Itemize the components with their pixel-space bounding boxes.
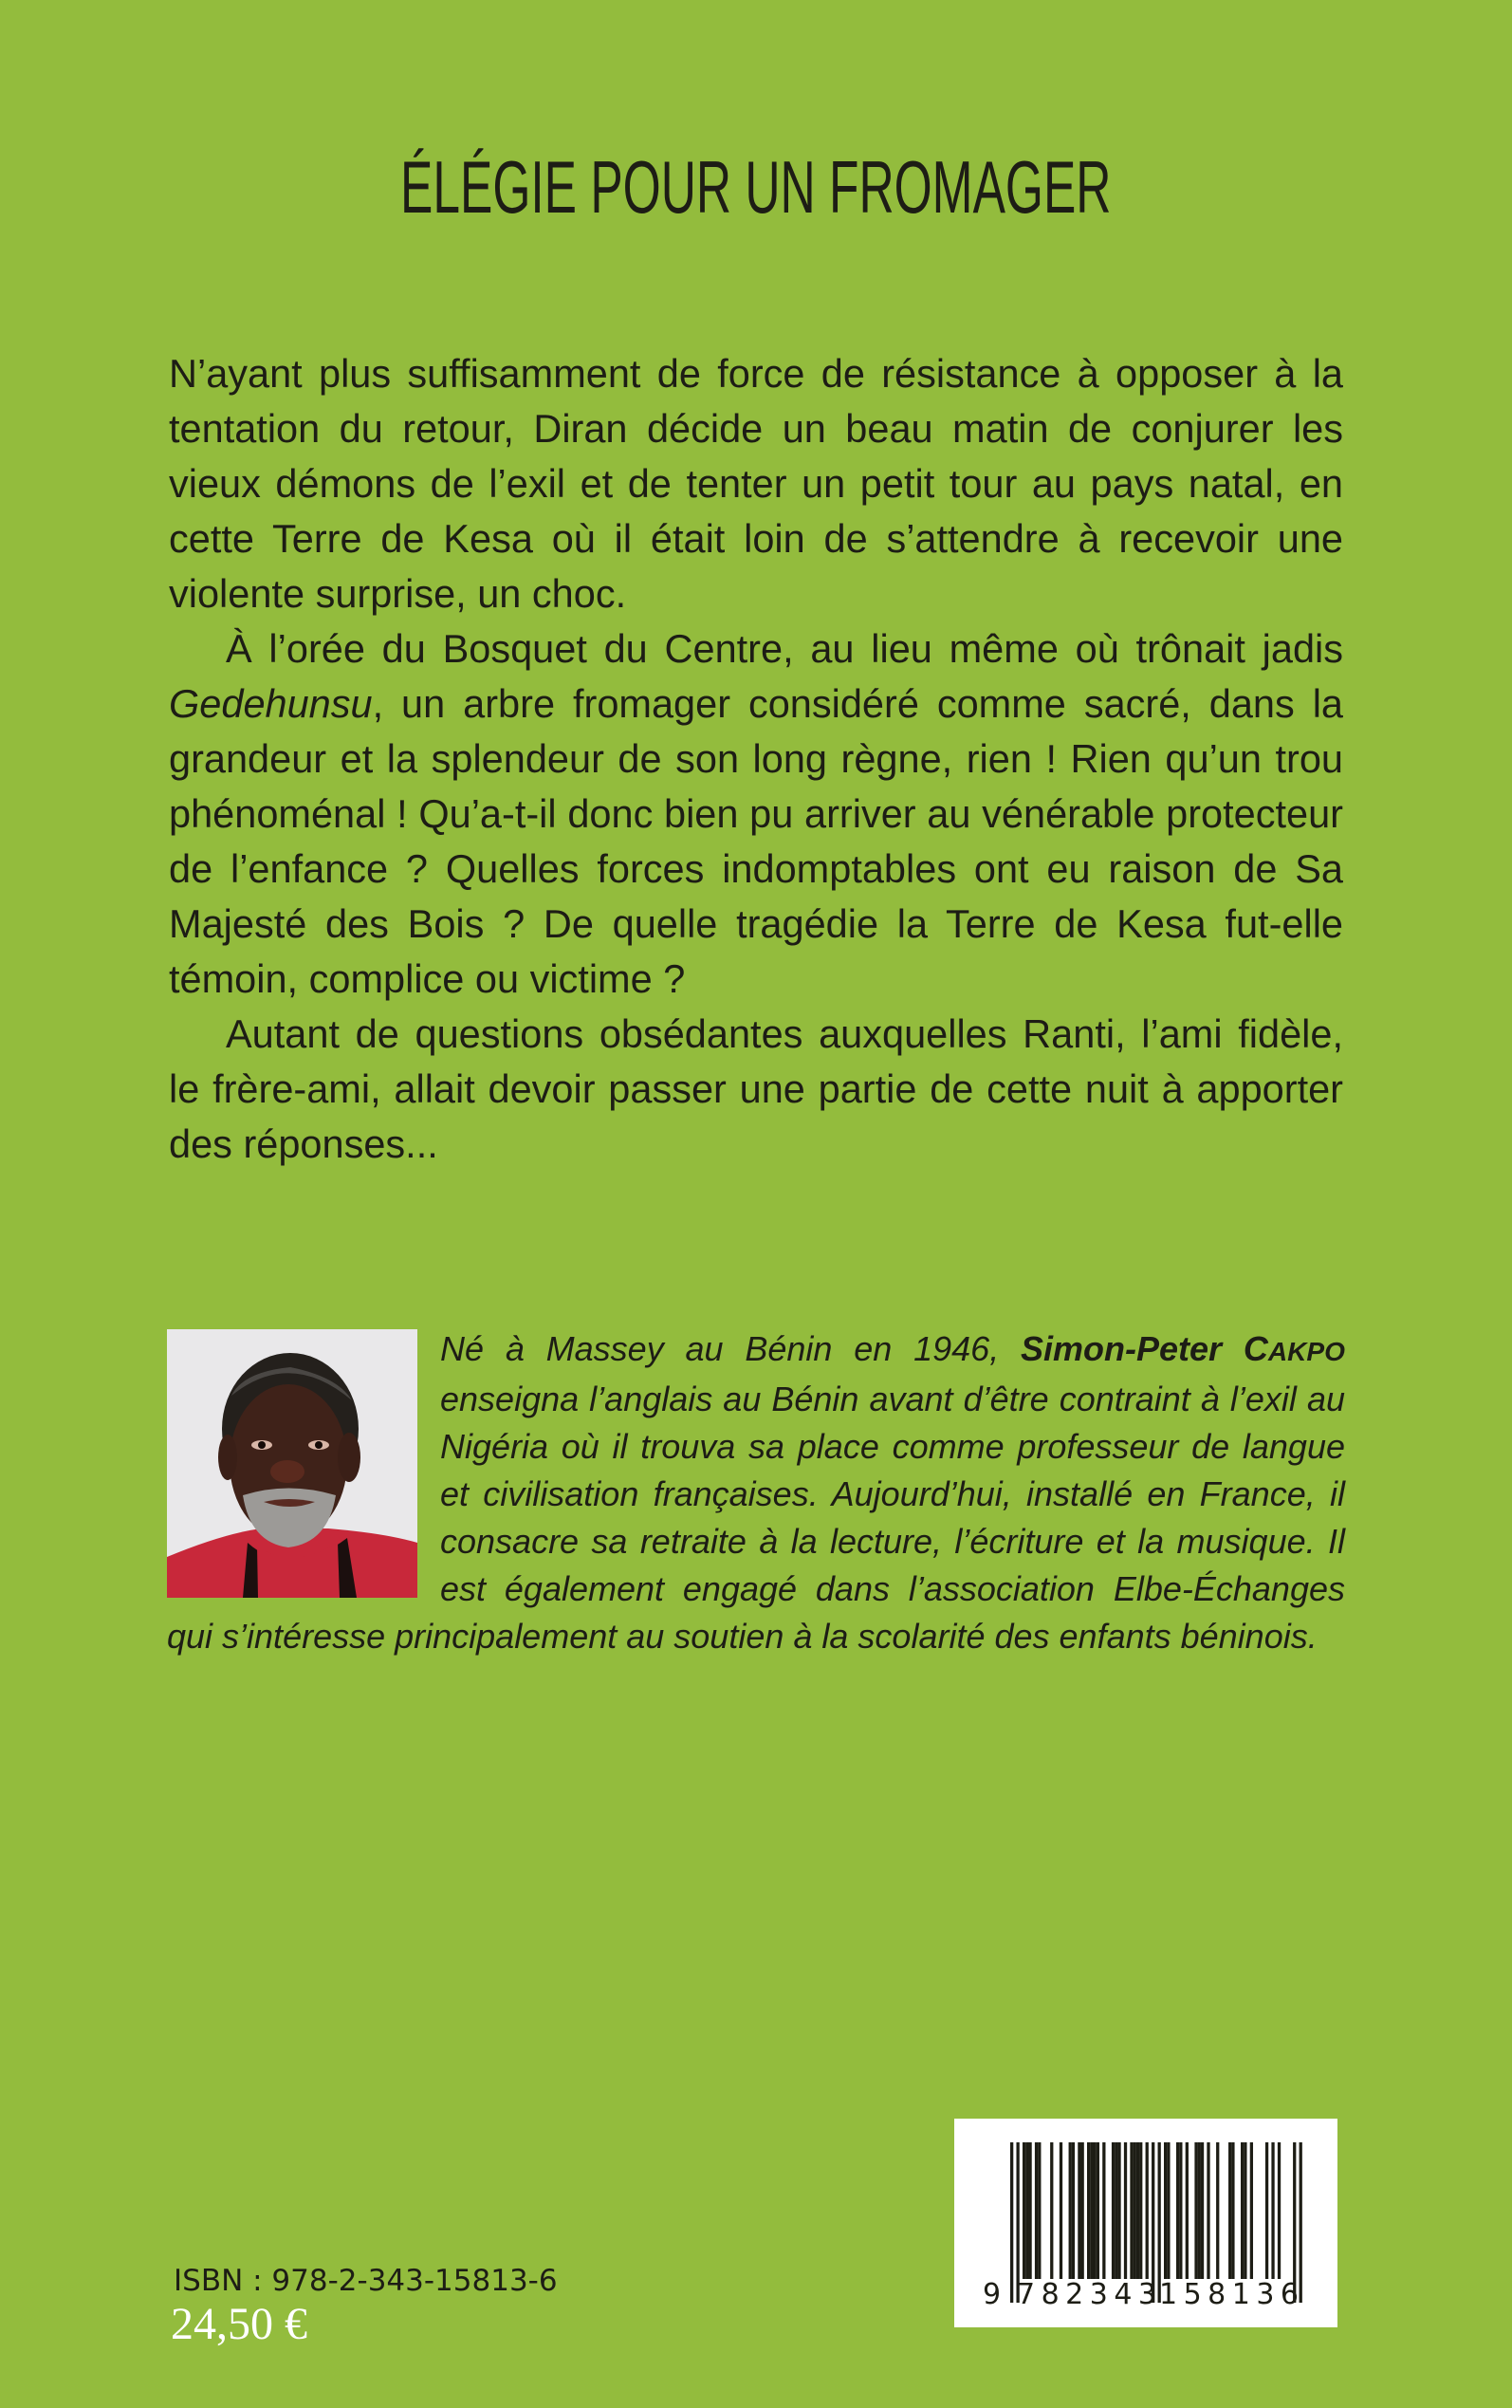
blurb-paragraph-1: N’ayant plus suffisamment de force de résistance à opposer à la tentation du retour, Diran décide un beau matin de conjurer les vieux démons de l’exil et de tenter un petit tour au pays natal, en cette Terre de Kesa où il était loin de s’attendre à recevoir une violente surprise, un choc.: [169, 351, 1343, 616]
book-title-text: ÉLÉGIE POUR UN FROMAGER: [400, 145, 1112, 229]
back-cover-blurb: [169, 346, 1343, 1172]
barcode-left-group: 782343: [1017, 2278, 1163, 2311]
author-name-smallcaps: AKPO: [1267, 1337, 1345, 1366]
bio-rest: enseigna l’anglais au Bénin avant d’être contraint à l’exil au Nigéria où il trouva sa place comme professeur de langue et civilisation françaises. Aujourd’hui, installé en France, il consacre sa retraite à la lecture, l’écriture et la musique. Il est également engagé dans l’association Elbe-Échanges qui s’intéresse principalement au soutien à la scolarité des enfants béninois.: [167, 1380, 1345, 1656]
isbn-label: ISBN : 978-2-343-15813-6: [174, 2264, 558, 2298]
barcode-right-group: 158136: [1159, 2278, 1305, 2311]
blurb-paragraph-2: [169, 621, 1343, 1007]
barcode-digits: [954, 2279, 1337, 2311]
price-label: 24,50 €: [171, 2299, 307, 2349]
author-name-first: Simon-Peter C: [1021, 1329, 1268, 1368]
blurb-paragraph-3: Autant de questions obsédantes auxquelles Ranti, l’ami fidèle, le frère-ami, allait devoir passer une partie de cette nuit à apporter des réponses...: [169, 1011, 1343, 1166]
blurb-paragraph-2-rest: , un arbre fromager considéré comme sacré, dans la grandeur et la splendeur de son long règne, rien ! Rien qu’un trou phénoménal ! Qu’a-t-il donc bien pu arriver au vénérable protecteur de l’enfance ? Quelles forces indomptables ont eu raison de Sa Majesté des Bois ? De quelle tragédie la Terre de Kesa fut-elle témoin, complice ou victime ?: [169, 681, 1343, 1001]
author-section: [167, 1329, 1345, 1664]
book-title: [0, 144, 1512, 230]
tree-name-italic: Gedehunsu: [169, 681, 373, 726]
barcode-first-digit: 9: [983, 2278, 1002, 2311]
author-name: [1021, 1329, 1345, 1368]
bio-intro: Né à Massey au Bénin en 1946,: [440, 1329, 1022, 1368]
blurb-paragraph-2-intro: À l’orée du Bosquet du Centre, au lieu même où trônait jadis: [226, 626, 1343, 671]
author-bio: [167, 1325, 1345, 1660]
